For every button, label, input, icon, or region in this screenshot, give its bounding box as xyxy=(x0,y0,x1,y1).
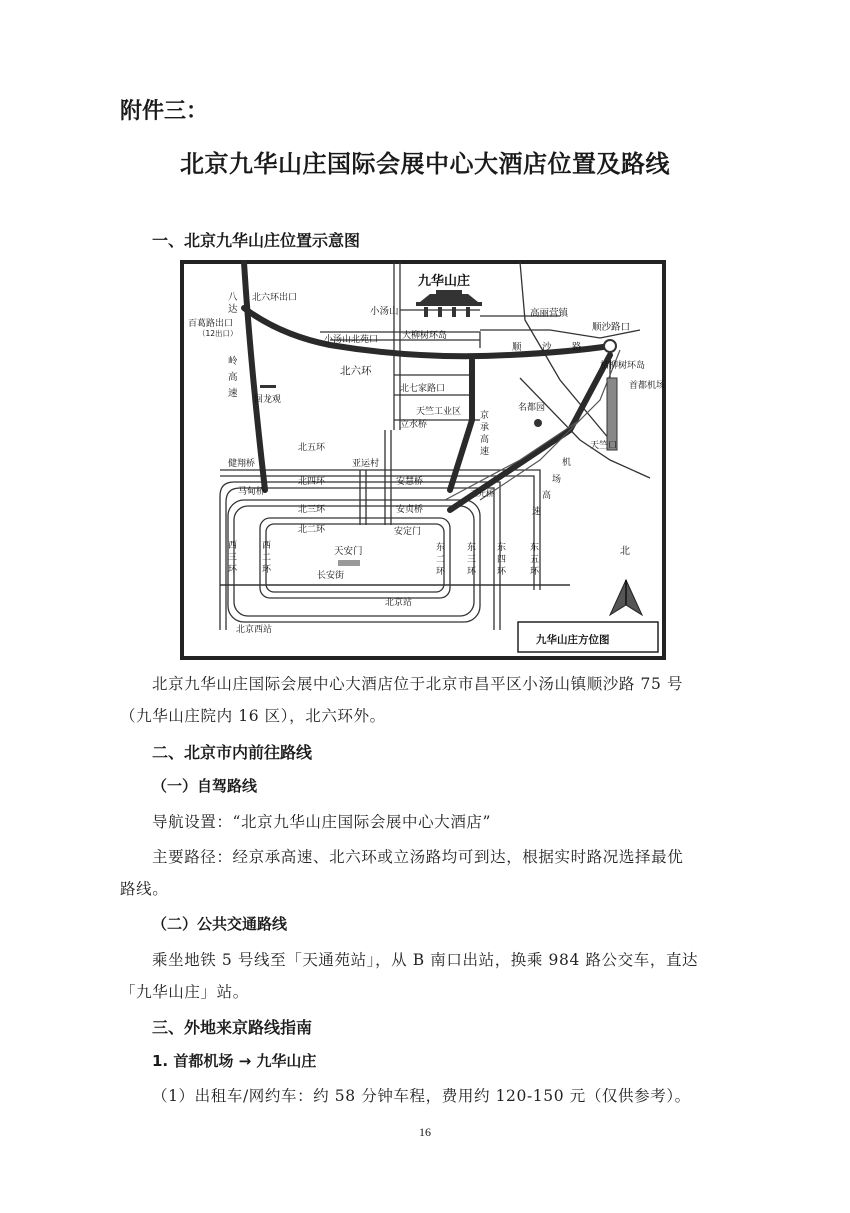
label-east4-1: 东 xyxy=(497,543,507,553)
label-da: 达 xyxy=(228,304,238,315)
label-north6: 北六环 xyxy=(340,365,372,377)
attachment-label: 附件三： xyxy=(120,99,209,124)
location-map xyxy=(180,260,666,660)
label-east5-2: 五 xyxy=(530,555,540,565)
label-east5-1: 东 xyxy=(530,543,540,553)
label-east2-1: 东 xyxy=(436,543,446,553)
label-madian: 马甸桥 xyxy=(238,487,266,497)
section-heading-city-routes: 二、北京市内前往路线 xyxy=(152,743,313,762)
subheading-public-transit: （二）公共交通路线 xyxy=(152,915,288,933)
label-ss: 速 xyxy=(480,447,490,457)
label-su: 速 xyxy=(228,388,238,399)
label-suway: 速 xyxy=(532,507,542,517)
label-ba: 八 xyxy=(228,292,238,303)
subheading-self-drive: （一）自驾路线 xyxy=(152,777,258,795)
label-anding: 安定门 xyxy=(394,527,422,537)
label-tianzhukou: 天竺口 xyxy=(590,441,618,451)
mingdu-marker xyxy=(534,419,542,427)
label-east4-3: 环 xyxy=(497,567,507,577)
huilongguan-marker xyxy=(260,385,276,388)
label-north5: 北五环 xyxy=(298,443,326,453)
page-title: 北京九华山庄国际会展中心大酒店位置及路线 xyxy=(180,150,670,178)
label-sanyuan: 三元桥 xyxy=(470,489,494,498)
label-gs: 高 xyxy=(480,435,490,445)
label-west-station: 北京西站 xyxy=(236,625,273,635)
location-paragraph-line1: 北京九华山庄国际会展中心大酒店位于北京市昌平区小汤山镇顺沙路 75 号 xyxy=(152,675,684,693)
label-north3: 北三环 xyxy=(298,505,326,515)
transit-line1: 乘坐地铁 5 号线至「天通苑站」，从 B 南口出站，换乘 984 路公交车，直达 xyxy=(152,951,699,969)
label-east3-1: 东 xyxy=(467,543,477,553)
label-sha: 沙 xyxy=(542,342,552,353)
label-ling: 岭 xyxy=(228,356,238,367)
label-anhui: 安慧桥 xyxy=(396,477,424,487)
label-jieliushu: 桔柳树环岛 xyxy=(600,361,646,371)
jieliushu-roundabout-icon xyxy=(604,340,616,352)
section-heading-location-map: 一、北京九华山庄位置示意图 xyxy=(152,231,361,250)
label-east4-2: 四 xyxy=(497,555,507,565)
label-east2-3: 环 xyxy=(436,567,446,577)
main-route-line2: 路线。 xyxy=(120,880,169,898)
label-north2: 北二环 xyxy=(298,525,326,535)
label-east2-2: 二 xyxy=(436,555,446,565)
label-north4: 北四环 xyxy=(298,477,326,487)
label-xiaotangbei: 小汤山北苑口 xyxy=(324,335,379,345)
label-jing: 京 xyxy=(480,411,490,421)
label-cheng: 承 xyxy=(480,423,490,433)
label-xiaotangshan: 小汤山 xyxy=(370,306,399,317)
label-daliushu: 大柳树环岛 xyxy=(402,331,448,341)
label-changan: 长安街 xyxy=(317,571,345,581)
label-exit12: （12出口） xyxy=(198,329,238,338)
label-west3-2: 三 xyxy=(228,553,238,563)
label-map-caption: 九华山庄方位图 xyxy=(536,634,610,646)
airport-terminal-icon xyxy=(607,378,617,450)
label-north: 北 xyxy=(620,546,630,557)
label-west2-1: 西 xyxy=(262,541,272,551)
label-gaosu: 高 xyxy=(542,491,552,501)
label-east3-3: 环 xyxy=(467,567,477,577)
label-yayun: 亚运村 xyxy=(352,459,380,469)
label-anzhen: 安贞桥 xyxy=(396,505,424,515)
label-lu: 路 xyxy=(572,342,582,353)
nav-setting-text: 导航设置：“北京九华山庄国际会展中心大酒店” xyxy=(152,813,492,831)
label-west3-1: 西 xyxy=(228,541,238,551)
label-west2-2: 二 xyxy=(262,553,272,563)
subheading-airport-to-jiuhua: 1. 首都机场 → 九华山庄 xyxy=(152,1052,317,1070)
label-jianxiang: 健翔桥 xyxy=(228,459,256,469)
label-north6-exit: 北六环出口 xyxy=(252,293,298,303)
label-huilongguan: 回龙观 xyxy=(254,395,282,405)
label-jiuhua: 九华山庄 xyxy=(418,274,471,289)
label-north7: 北七家路口 xyxy=(400,384,446,394)
label-shunsha-exit: 顺沙路口 xyxy=(592,322,631,333)
label-shun: 顺 xyxy=(512,342,522,353)
label-jichang: 机 xyxy=(562,458,572,468)
label-tiananmen: 天安门 xyxy=(334,546,363,557)
label-east3-2: 三 xyxy=(467,555,477,565)
main-route-line1: 主要路径：经京承高速、北六环或立汤路均可到达，根据实时路况选择最优 xyxy=(152,848,684,866)
label-chang: 场 xyxy=(552,475,562,485)
taxi-info-text: （1）出租车/网约车：约 58 分钟车程，费用约 120-150 元（仅供参考）。 xyxy=(152,1087,691,1105)
tiananmen-icon xyxy=(338,560,360,566)
label-baige-exit: 百葛路出口 xyxy=(188,319,234,329)
transit-line2: 「九华山庄」站。 xyxy=(120,983,249,1001)
label-mingdu: 名都园 xyxy=(518,403,546,413)
label-west3-3: 环 xyxy=(228,565,238,575)
label-west2-3: 环 xyxy=(262,565,272,575)
label-beijing-station: 北京站 xyxy=(385,598,413,608)
location-paragraph-line2: （九华山庄院内 16 区），北六环外。 xyxy=(120,707,386,725)
label-tianzhu: 天竺工业区 xyxy=(416,407,462,417)
label-lishui: 立水桥 xyxy=(400,420,428,430)
label-gaoliying: 高丽营镇 xyxy=(530,308,569,319)
label-gao: 高 xyxy=(228,372,238,383)
label-east5-3: 环 xyxy=(530,567,540,577)
section-heading-out-of-town: 三、外地来京路线指南 xyxy=(152,1018,313,1037)
label-capital-airport-1: 首都机场 xyxy=(629,381,666,391)
page-number: 16 xyxy=(419,1125,431,1139)
